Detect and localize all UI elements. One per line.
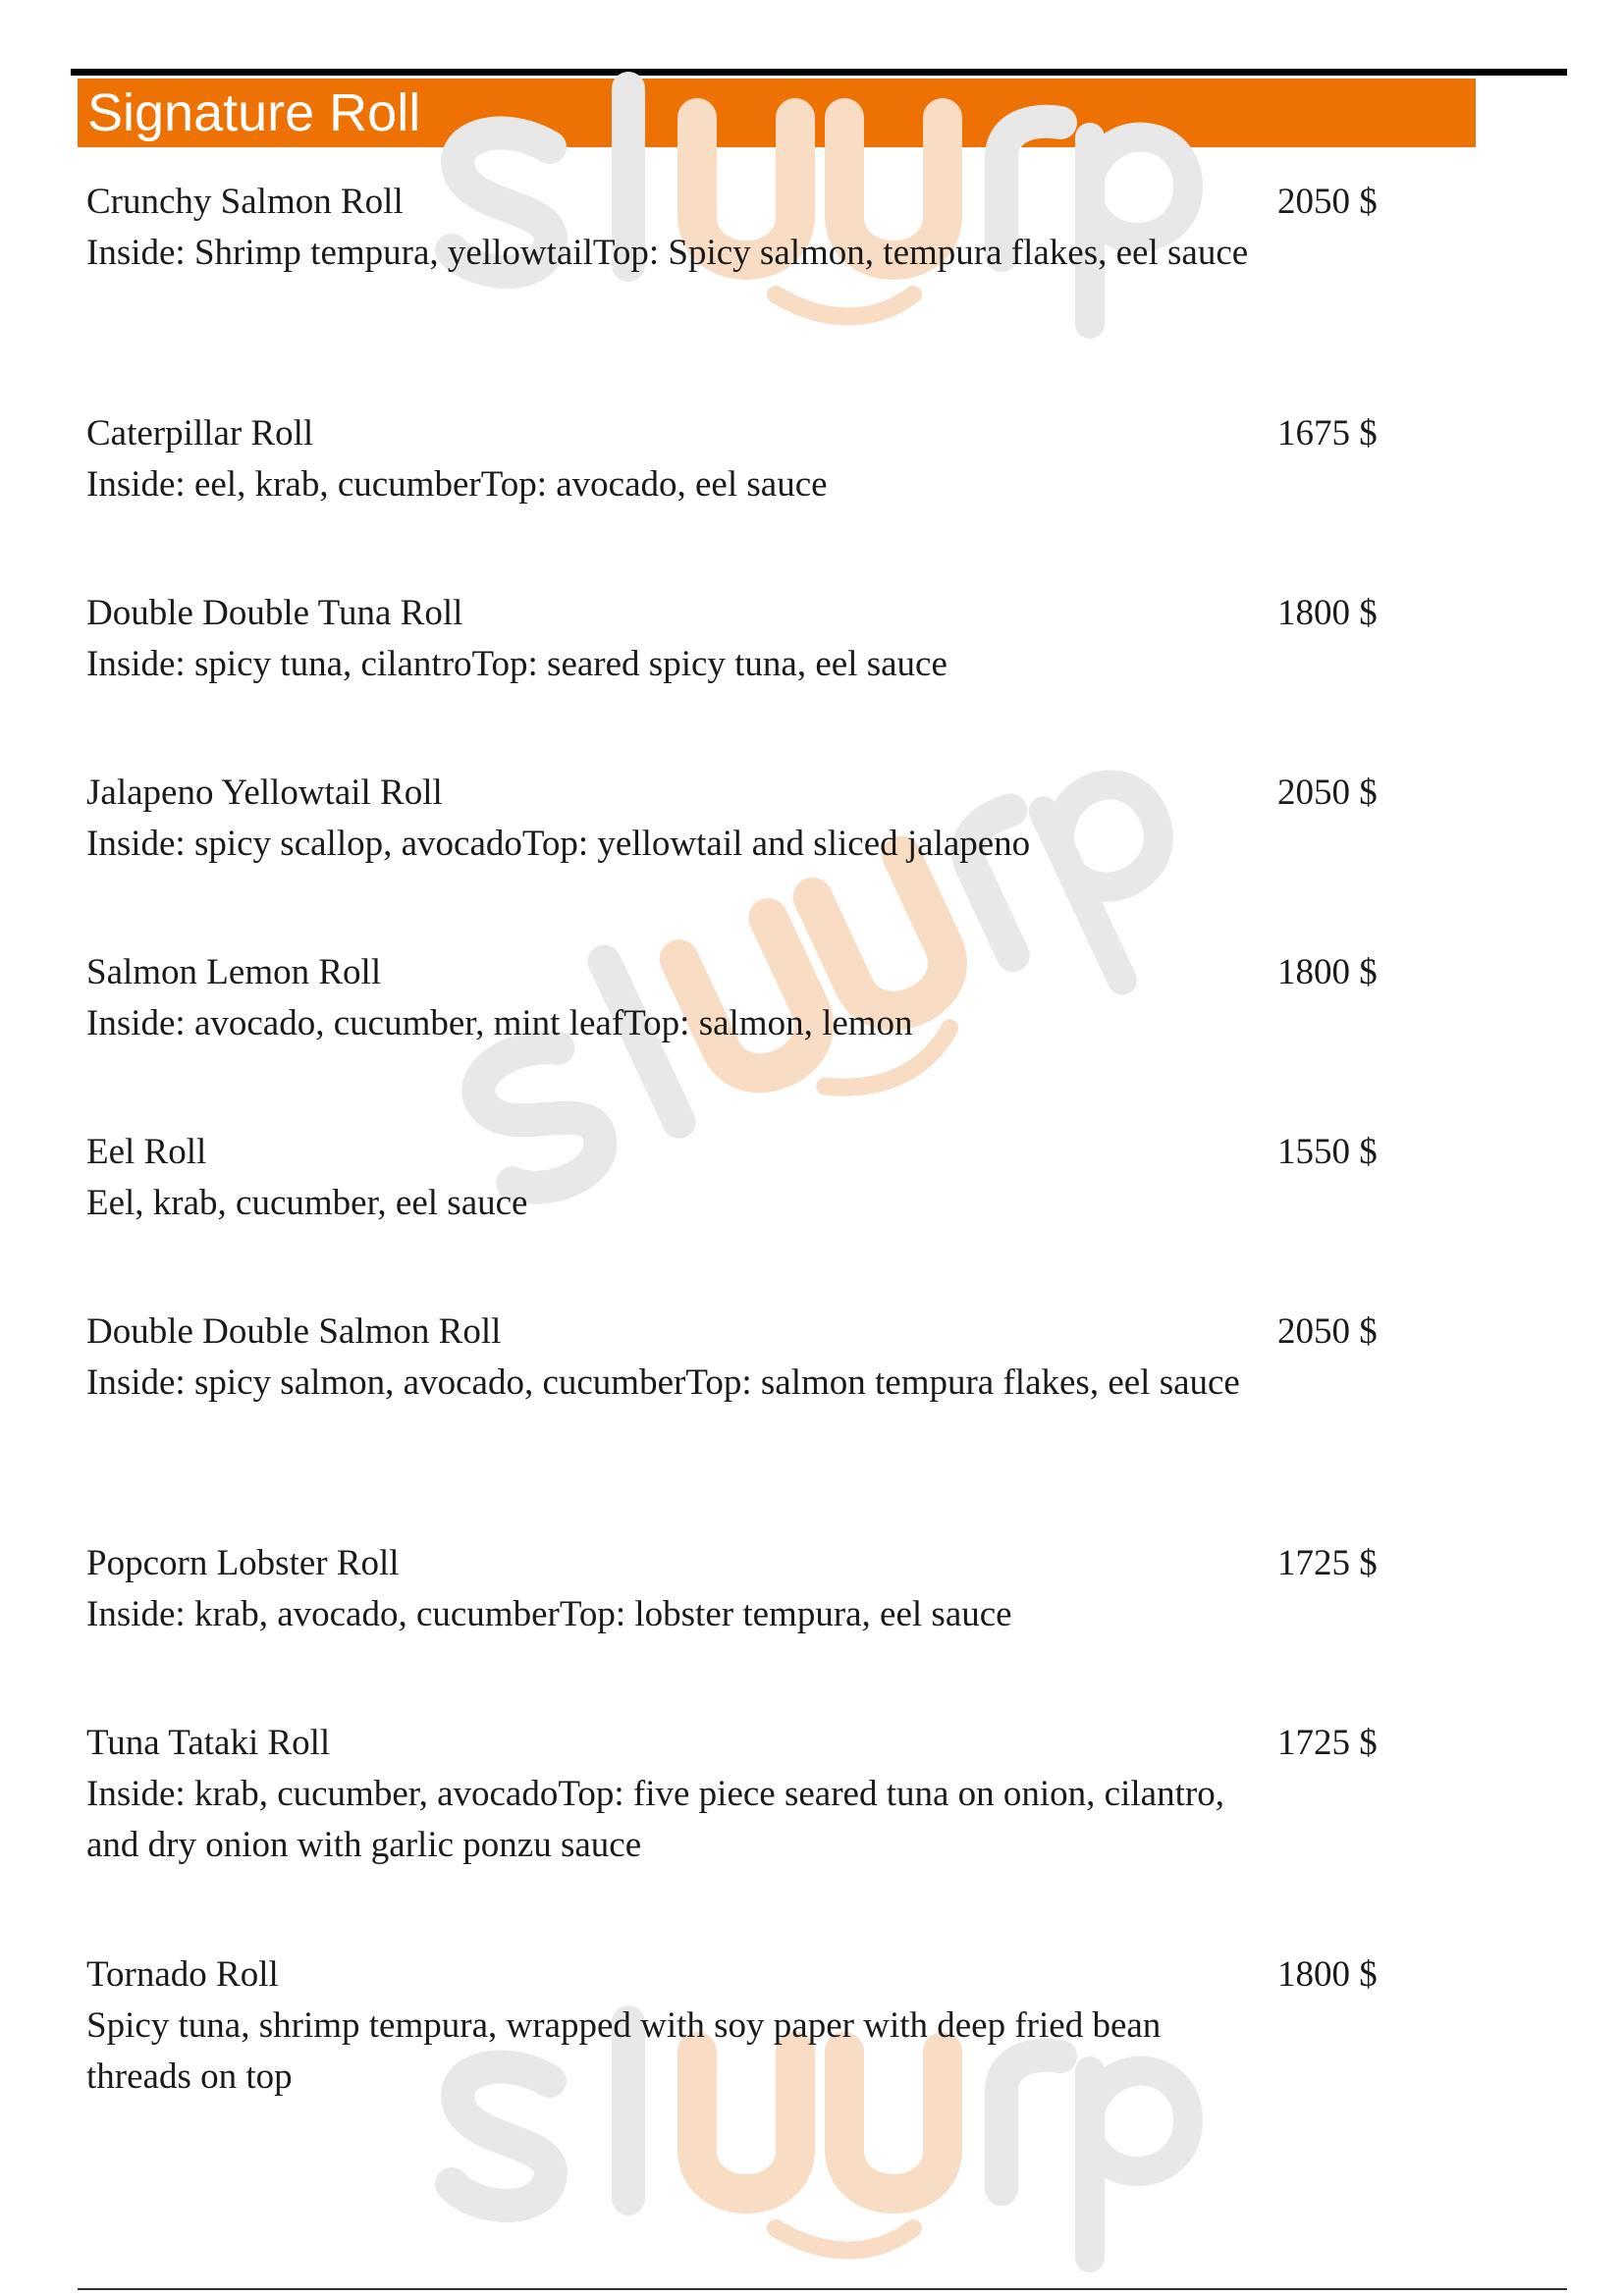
item-price: 1725 $ [1277, 1723, 1378, 1763]
item-description: Inside: spicy salmon, avocado, cucumberTop: salmon tempura flakes, eel sauce [86, 1362, 1240, 1403]
item-description: Inside: spicy scallop, avocadoTop: yellowtail and sliced jalapeno [86, 824, 1031, 864]
item-price: 1550 $ [1277, 1132, 1378, 1172]
item-description: Inside: avocado, cucumber, mint leafTop: salmon, lemon [86, 1003, 913, 1043]
item-name: Crunchy Salmon Roll [86, 182, 404, 222]
menu-item [86, 1949, 1402, 2103]
item-price: 1800 $ [1277, 952, 1378, 992]
item-name: Caterpillar Roll [86, 413, 314, 454]
item-description: Inside: eel, krab, cucumberTop: avocado, eel sauce [86, 464, 828, 505]
item-description: Inside: krab, cucumber, avocadoTop: five piece seared tuna on onion, cilantro, and dry onion with garlic ponzu sauce [86, 1774, 1224, 1865]
item-description: Inside: spicy tuna, cilantroTop: seared spicy tuna, eel sauce [86, 644, 947, 684]
top-rule [71, 69, 1567, 76]
item-price: 1800 $ [1277, 593, 1378, 633]
item-description: Eel, krab, cucumber, eel sauce [86, 1183, 528, 1223]
item-name: Double Double Salmon Roll [86, 1311, 502, 1352]
item-name: Jalapeno Yellowtail Roll [86, 773, 443, 813]
item-description: Spicy tuna, shrimp tempura, wrapped with soy paper with deep fried bean threads on top [86, 2005, 1162, 2097]
menu-item [86, 768, 1402, 870]
item-name: Tornado Roll [86, 1954, 279, 1995]
menu-item [86, 588, 1402, 690]
item-price: 2050 $ [1277, 182, 1378, 222]
section-header [78, 79, 1476, 147]
item-price: 2050 $ [1277, 1311, 1378, 1352]
item-name: Eel Roll [86, 1132, 207, 1172]
menu-item [86, 1538, 1402, 1640]
item-price: 1800 $ [1277, 1954, 1378, 1995]
item-description: Inside: Shrimp tempura, yellowtailTop: Spicy salmon, tempura flakes, eel sauce [86, 233, 1249, 273]
menu-item [86, 1718, 1402, 1871]
item-name: Tuna Tataki Roll [86, 1723, 331, 1763]
menu-item [86, 408, 1402, 510]
menu-item [86, 177, 1402, 279]
item-price: 2050 $ [1277, 773, 1378, 813]
item-price: 1725 $ [1277, 1543, 1378, 1583]
item-name: Salmon Lemon Roll [86, 952, 382, 992]
item-name: Popcorn Lobster Roll [86, 1543, 400, 1583]
bottom-rule [78, 2288, 1567, 2290]
menu-item [86, 1307, 1402, 1409]
section-title: Signature Roll [87, 83, 421, 142]
item-description: Inside: krab, avocado, cucumberTop: lobster tempura, eel sauce [86, 1594, 1012, 1634]
item-name: Double Double Tuna Roll [86, 593, 463, 633]
item-price: 1675 $ [1277, 413, 1378, 454]
menu-item [86, 947, 1402, 1049]
menu-item [86, 1127, 1402, 1229]
